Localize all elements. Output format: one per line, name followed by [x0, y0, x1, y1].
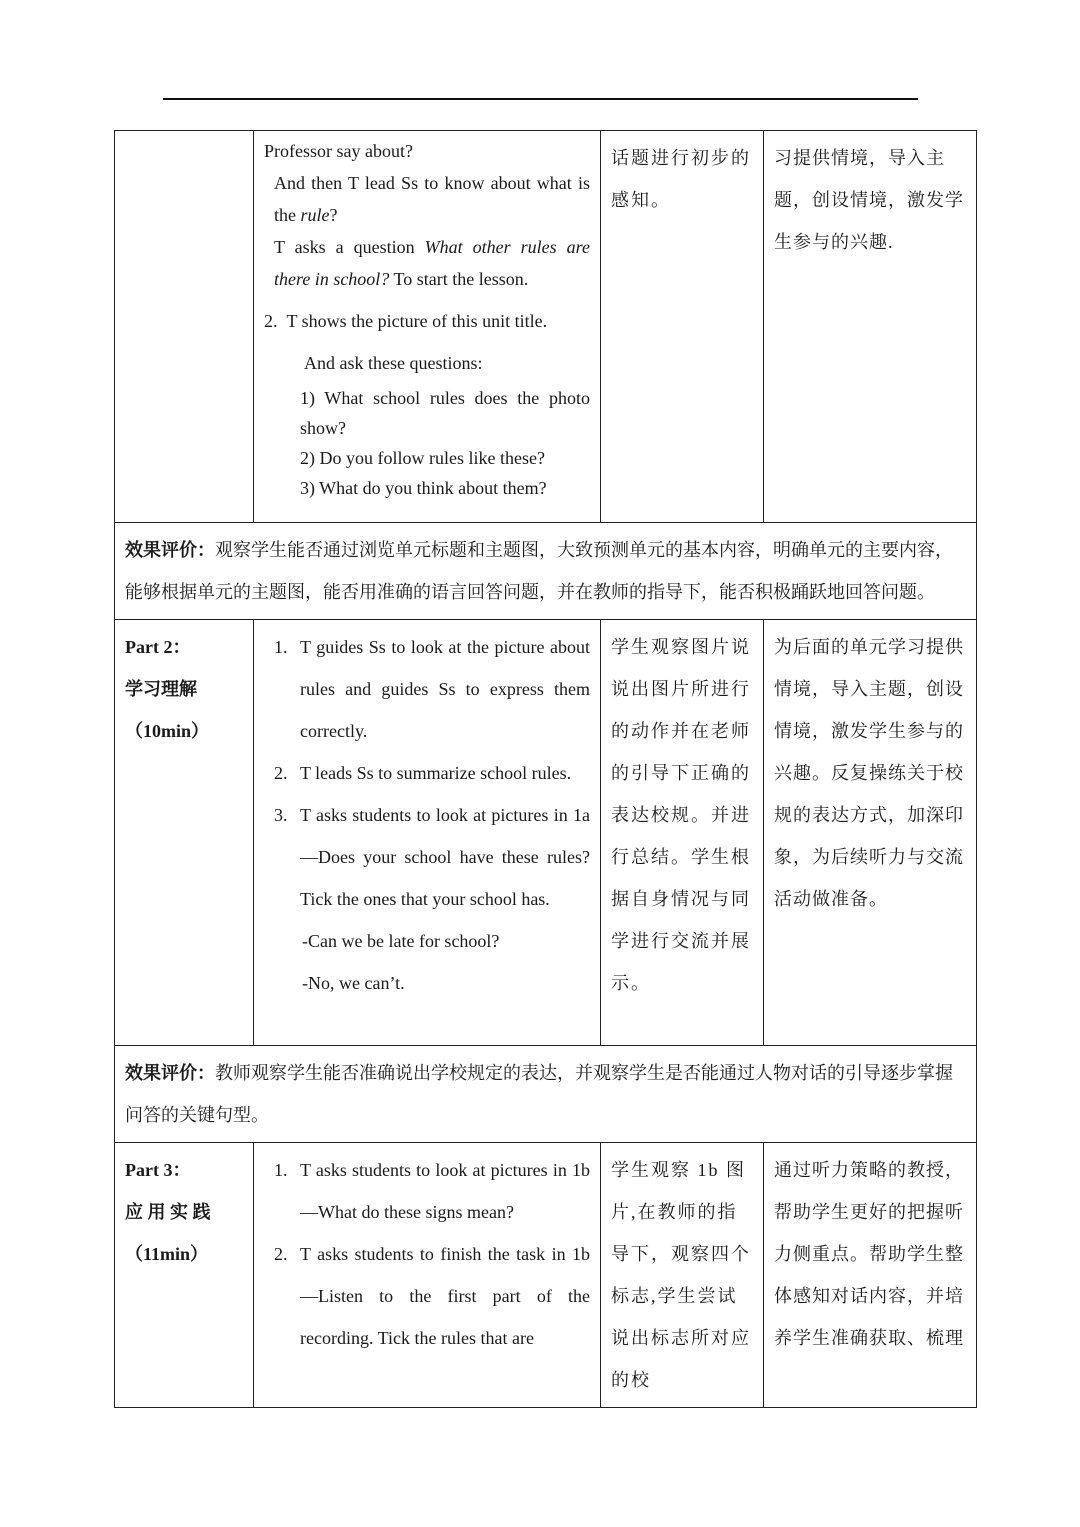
- question-intro: And ask these questions:: [304, 353, 483, 373]
- evaluation-text: 教师观察学生能否准确说出学校规定的表达，并观察学生是否能通过人物对话的引导逐步掌握问答的关键句型。: [125, 1063, 953, 1125]
- evaluation-text: 观察学生能否通过浏览单元标题和主题图，大致预测单元的基本内容，明确单元的主要内容，能够根据单元的主题图，能否用准确的语言回答问题，并在教师的指导下，能否积极踊跃地回答问题。: [125, 540, 953, 602]
- evaluation-label: 效果评价：: [125, 540, 215, 560]
- dialog-line: -No, we can’t.: [302, 973, 405, 993]
- activity-cell: [254, 1143, 601, 1408]
- stage-cell: [115, 620, 254, 1046]
- lesson-plan-table: [114, 130, 977, 1408]
- list-item: 2. T leads Ss to summarize school rules.: [292, 752, 590, 794]
- table-row: [115, 620, 977, 1046]
- question-3: 3) What do you think about them?: [300, 478, 547, 498]
- list-item: 1. T guides Ss to look at the picture about rules and guides Ss to express them correctly.: [292, 626, 590, 752]
- activity-list: [264, 1149, 590, 1359]
- table-row: [115, 1046, 977, 1143]
- table-row: [115, 523, 977, 620]
- evaluation-cell: [115, 1046, 977, 1143]
- part-name: 应 用 实 践: [125, 1202, 211, 1222]
- purpose-cell: 为后面的单元学习提供情境，导入主题，创设情境，激发学生参与的兴趣。反复操练关于校规的表达方式，加深印象，为后续听力与交流活动做准备。: [764, 620, 977, 1046]
- question-2: 2) Do you follow rules like these?: [300, 448, 545, 468]
- list-item: 3. T asks students to look at pictures in 1a—Does your school have these rules? Tick the ones that your school has.: [292, 794, 590, 920]
- list-item: 2. T asks students to finish the task in 1b—Listen to the first part of the recording. Tick the rules that are: [292, 1233, 590, 1359]
- part-name: 学习理解: [125, 679, 197, 699]
- activity-list: [264, 626, 590, 920]
- part-title: Part 3：: [125, 1160, 191, 1180]
- activity-line: And then T lead Ss to know about what is the rule?: [274, 173, 590, 225]
- stage-cell-empty: [115, 131, 254, 523]
- list-item: 1. T asks students to look at pictures in 1b—What do these signs mean?: [292, 1149, 590, 1233]
- evaluation-label: 效果评价：: [125, 1063, 215, 1083]
- header-rule: [163, 98, 918, 100]
- purpose-cell: 习提供情境，导入主题，创设情境，激发学生参与的兴趣.: [764, 131, 977, 523]
- part-time: （11min）: [125, 1244, 209, 1264]
- student-activity-cell: 话题进行初步的感知。: [601, 131, 764, 523]
- table-row: [115, 1143, 977, 1408]
- part-title: Part 2：: [125, 637, 191, 657]
- activity-cell: [254, 620, 601, 1046]
- activity-line: Professor say about?: [264, 141, 413, 161]
- part-time: （10min）: [125, 721, 210, 741]
- student-activity-cell: 学生观察图片说说出图片所进行的动作并在老师的引导下正确的表达校规。并进行总结。学生根据自身情况与同学进行交流并展示。: [601, 620, 764, 1046]
- activity-line: T asks a question What other rules are there in school? To start the lesson.: [274, 237, 590, 289]
- evaluation-cell: [115, 523, 977, 620]
- purpose-cell: 通过听力策略的教授，帮助学生更好的把握听力侧重点。帮助学生整体感知对话内容，并培养学生准确获取、梳理: [764, 1143, 977, 1408]
- stage-cell: [115, 1143, 254, 1408]
- student-activity-cell: 学生观察 1b 图片,在教师的指导下，观察四个标志,学生尝试说出标志所对应的校: [601, 1143, 764, 1408]
- question-1: 1) What school rules does the photo show?: [300, 388, 590, 438]
- activity-cell: [254, 131, 601, 523]
- table-row: [115, 131, 977, 523]
- dialog-line: -Can we be late for school?: [302, 931, 500, 951]
- list-item: 2. T shows the picture of this unit title.: [264, 311, 548, 331]
